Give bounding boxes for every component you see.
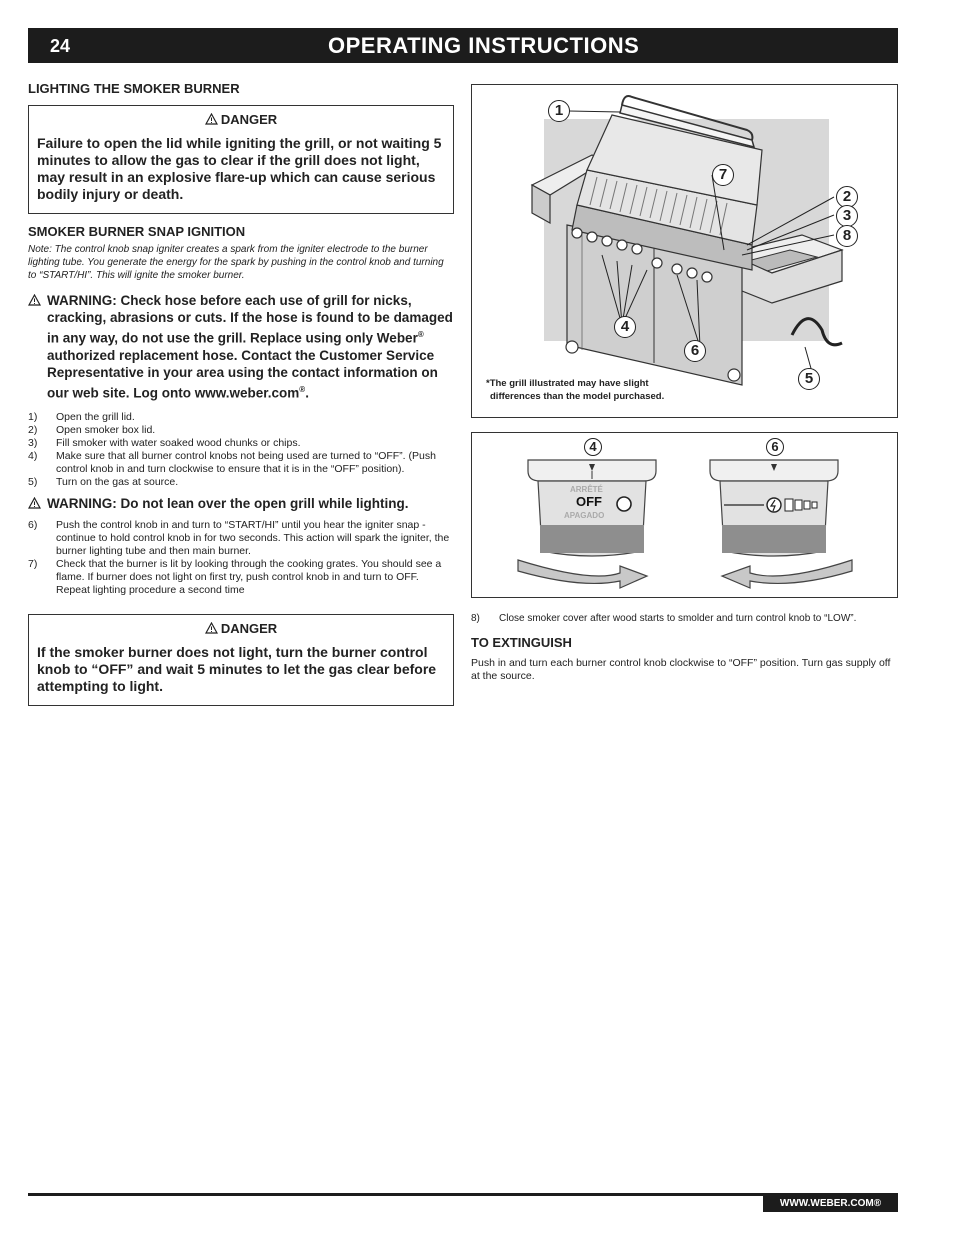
callout-2: 2	[836, 186, 858, 208]
steps-list-c	[471, 612, 898, 625]
step-text: Open smoker box lid.	[56, 424, 156, 436]
step-number: 2)	[28, 424, 38, 436]
page-header	[28, 28, 898, 63]
warning-hose-end: .	[305, 385, 309, 400]
danger-label-1	[37, 112, 445, 127]
caption-line-2: differences than the model purchased.	[490, 391, 665, 402]
step-number: 6)	[28, 519, 38, 531]
danger-label-2	[37, 621, 445, 636]
snap-ignition-heading: SMOKER BURNER SNAP IGNITION	[28, 224, 246, 239]
warning-triangle-icon	[205, 622, 218, 634]
step-number: 1)	[28, 411, 38, 423]
list-item	[28, 476, 454, 489]
warning-lean-text: WARNING: Do not lean over the open grill while lighting.	[47, 496, 409, 511]
list-item	[28, 424, 454, 437]
knob-label-bottom: APAGADO	[564, 511, 605, 520]
knob-figure	[471, 432, 898, 598]
steps-list-b	[28, 519, 454, 597]
list-item	[471, 612, 898, 625]
callout-3: 3	[836, 205, 858, 227]
list-item	[28, 558, 454, 597]
registered-mark: ®	[417, 330, 424, 339]
caption-line-1: *The grill illustrated may have slight	[486, 378, 649, 389]
right-column	[471, 84, 898, 683]
step-text: Close smoker cover after wood starts to smolder and turn control knob to “LOW”.	[499, 613, 857, 624]
page-title: OPERATING INSTRUCTIONS	[328, 33, 640, 58]
warning-triangle-icon	[28, 497, 41, 509]
danger-box-2	[28, 614, 454, 706]
step-text: Push the control knob in and turn to “START/HI” until you hear the igniter snap - continue to hold control knob in for two seconds. This action will spark the igniter, the burner lighting tube and then main burner.	[56, 519, 450, 557]
snap-ignition-note: Note: The control knob snap igniter creates a spark from the igniter electrode to the burner lighting tube. You generate the energy for the spark by pushing in the control knob and turning to “START/HI”. This will ignite the smoker burner.	[28, 244, 444, 281]
registered-mark: ®	[299, 384, 306, 394]
warning-lean	[28, 495, 454, 512]
danger-label-text-1: DANGER	[220, 112, 278, 127]
danger-label-text-2: DANGER	[220, 621, 278, 636]
knob-label-off: OFF	[576, 494, 602, 509]
callout-4-knob: 4	[584, 438, 602, 456]
list-item	[28, 411, 454, 424]
callout-7: 7	[712, 164, 734, 186]
callout-8: 8	[836, 225, 858, 247]
warning-hose	[28, 292, 454, 401]
step-text: Make sure that all burner control knobs not being used are turned to “OFF”. (Push control knob in and turn clockwise to ensure that it is in the “OFF” position).	[56, 450, 436, 475]
list-item	[28, 450, 454, 476]
warning-triangle-icon	[28, 294, 41, 306]
danger-text-2: If the smoker burner does not light, turn the burner control knob to “OFF” and wait 5 minutes to let the gas clear before attempting to light.	[37, 644, 437, 694]
extinguish-heading: TO EXTINGUISH	[471, 635, 572, 650]
callout-6-knob: 6	[766, 438, 784, 456]
knob-illustration	[472, 433, 897, 597]
steps-list-a	[28, 411, 454, 489]
callout-5: 5	[798, 368, 820, 390]
list-item	[28, 437, 454, 450]
step-number: 5)	[28, 476, 38, 488]
lighting-heading: LIGHTING THE SMOKER BURNER	[28, 81, 240, 96]
step-text: Fill smoker with water soaked wood chunks or chips.	[56, 437, 301, 449]
extinguish-text: Push in and turn each burner control knob clockwise to “OFF” position. Turn gas supply off at the source.	[471, 657, 891, 682]
step-number: 4)	[28, 450, 38, 462]
callout-6: 6	[684, 340, 706, 362]
step-number: 8)	[471, 613, 480, 624]
callout-4: 4	[614, 316, 636, 338]
footer-url: WWW.WEBER.COM®	[763, 1196, 898, 1212]
step-text: Check that the burner is lit by looking through the cooking grates. You should see a flame. If burner does not light on first try, push control knob in and turn to OFF. Repeat lighting procedure a second time	[56, 558, 442, 596]
step-number: 3)	[28, 437, 38, 449]
step-text: Open the grill lid.	[56, 411, 135, 423]
knob-label-top: ARRÊTÉ	[570, 485, 603, 494]
warning-hose-text-b: authorized replacement hose. Contact the Customer Service Representative in your area using the contact information on our web site. Log onto www.weber.com	[47, 347, 438, 400]
step-text: Turn on the gas at source.	[56, 476, 179, 488]
grill-figure	[471, 84, 898, 418]
warning-triangle-icon	[205, 113, 218, 125]
callout-1: 1	[548, 100, 570, 122]
left-column	[28, 78, 454, 706]
grill-illustration	[472, 85, 897, 417]
page-number: 24	[50, 36, 71, 56]
danger-box-1	[28, 105, 454, 214]
warning-hose-text-a: WARNING: Check hose before each use of grill for nicks, cracking, abrasions or cuts. If the hose is found to be damaged in any way, do not use the grill. Replace using only Weber	[47, 293, 453, 346]
figure-caption	[486, 377, 664, 403]
step-number: 7)	[28, 558, 38, 570]
list-item	[28, 519, 454, 558]
danger-text-1: Failure to open the lid while igniting the grill, or not waiting 5 minutes to allow the gas to clear if the grill does not light, may result in an explosive flare-up which can cause serious bodily injury or death.	[37, 135, 442, 202]
